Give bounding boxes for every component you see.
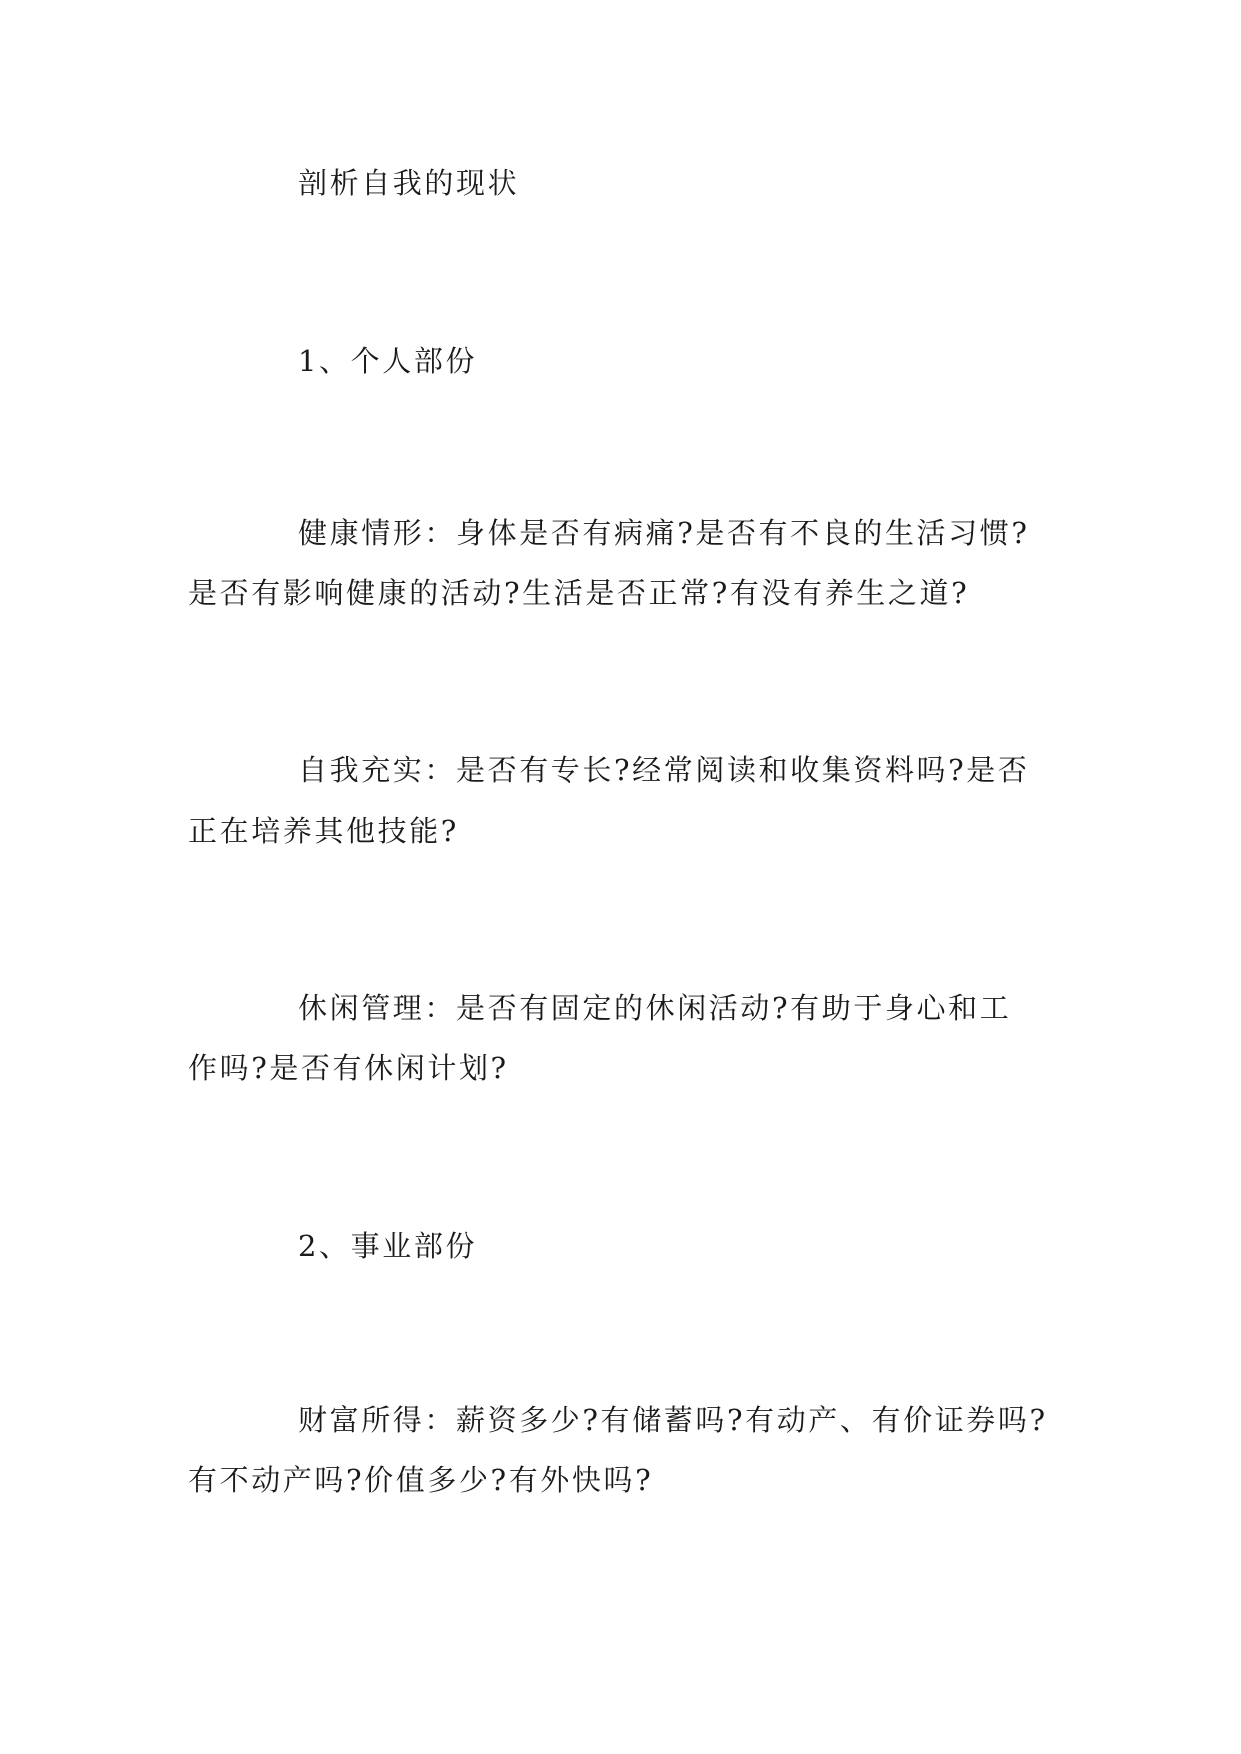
- paragraph-self-improvement-line-1: 自我充实：是否有专长?经常阅读和收集资料吗?是否: [298, 753, 1030, 787]
- section-heading-career: 2、事业部份: [298, 1229, 478, 1263]
- paragraph-leisure-line-1: 休闲管理：是否有固定的休闲活动?有助于身心和工: [298, 991, 1012, 1025]
- paragraph-health-line-1: 健康情形：身体是否有病痛?是否有不良的生活习惯?: [298, 516, 1030, 550]
- paragraph-self-improvement-line-2: 正在培养其他技能?: [188, 814, 459, 848]
- paragraph-health-line-2: 是否有影响健康的活动?生活是否正常?有没有养生之道?: [188, 576, 970, 610]
- paragraph-leisure-line-2: 作吗?是否有休闲计划?: [188, 1051, 509, 1085]
- page-title: 剖析自我的现状: [298, 166, 520, 200]
- paragraph-wealth-line-1: 财富所得：薪资多少?有储蓄吗?有动产、有价证券吗?: [298, 1403, 1048, 1437]
- paragraph-wealth-line-2: 有不动产吗?价值多少?有外快吗?: [188, 1463, 654, 1497]
- section-heading-personal: 1、个人部份: [298, 344, 478, 378]
